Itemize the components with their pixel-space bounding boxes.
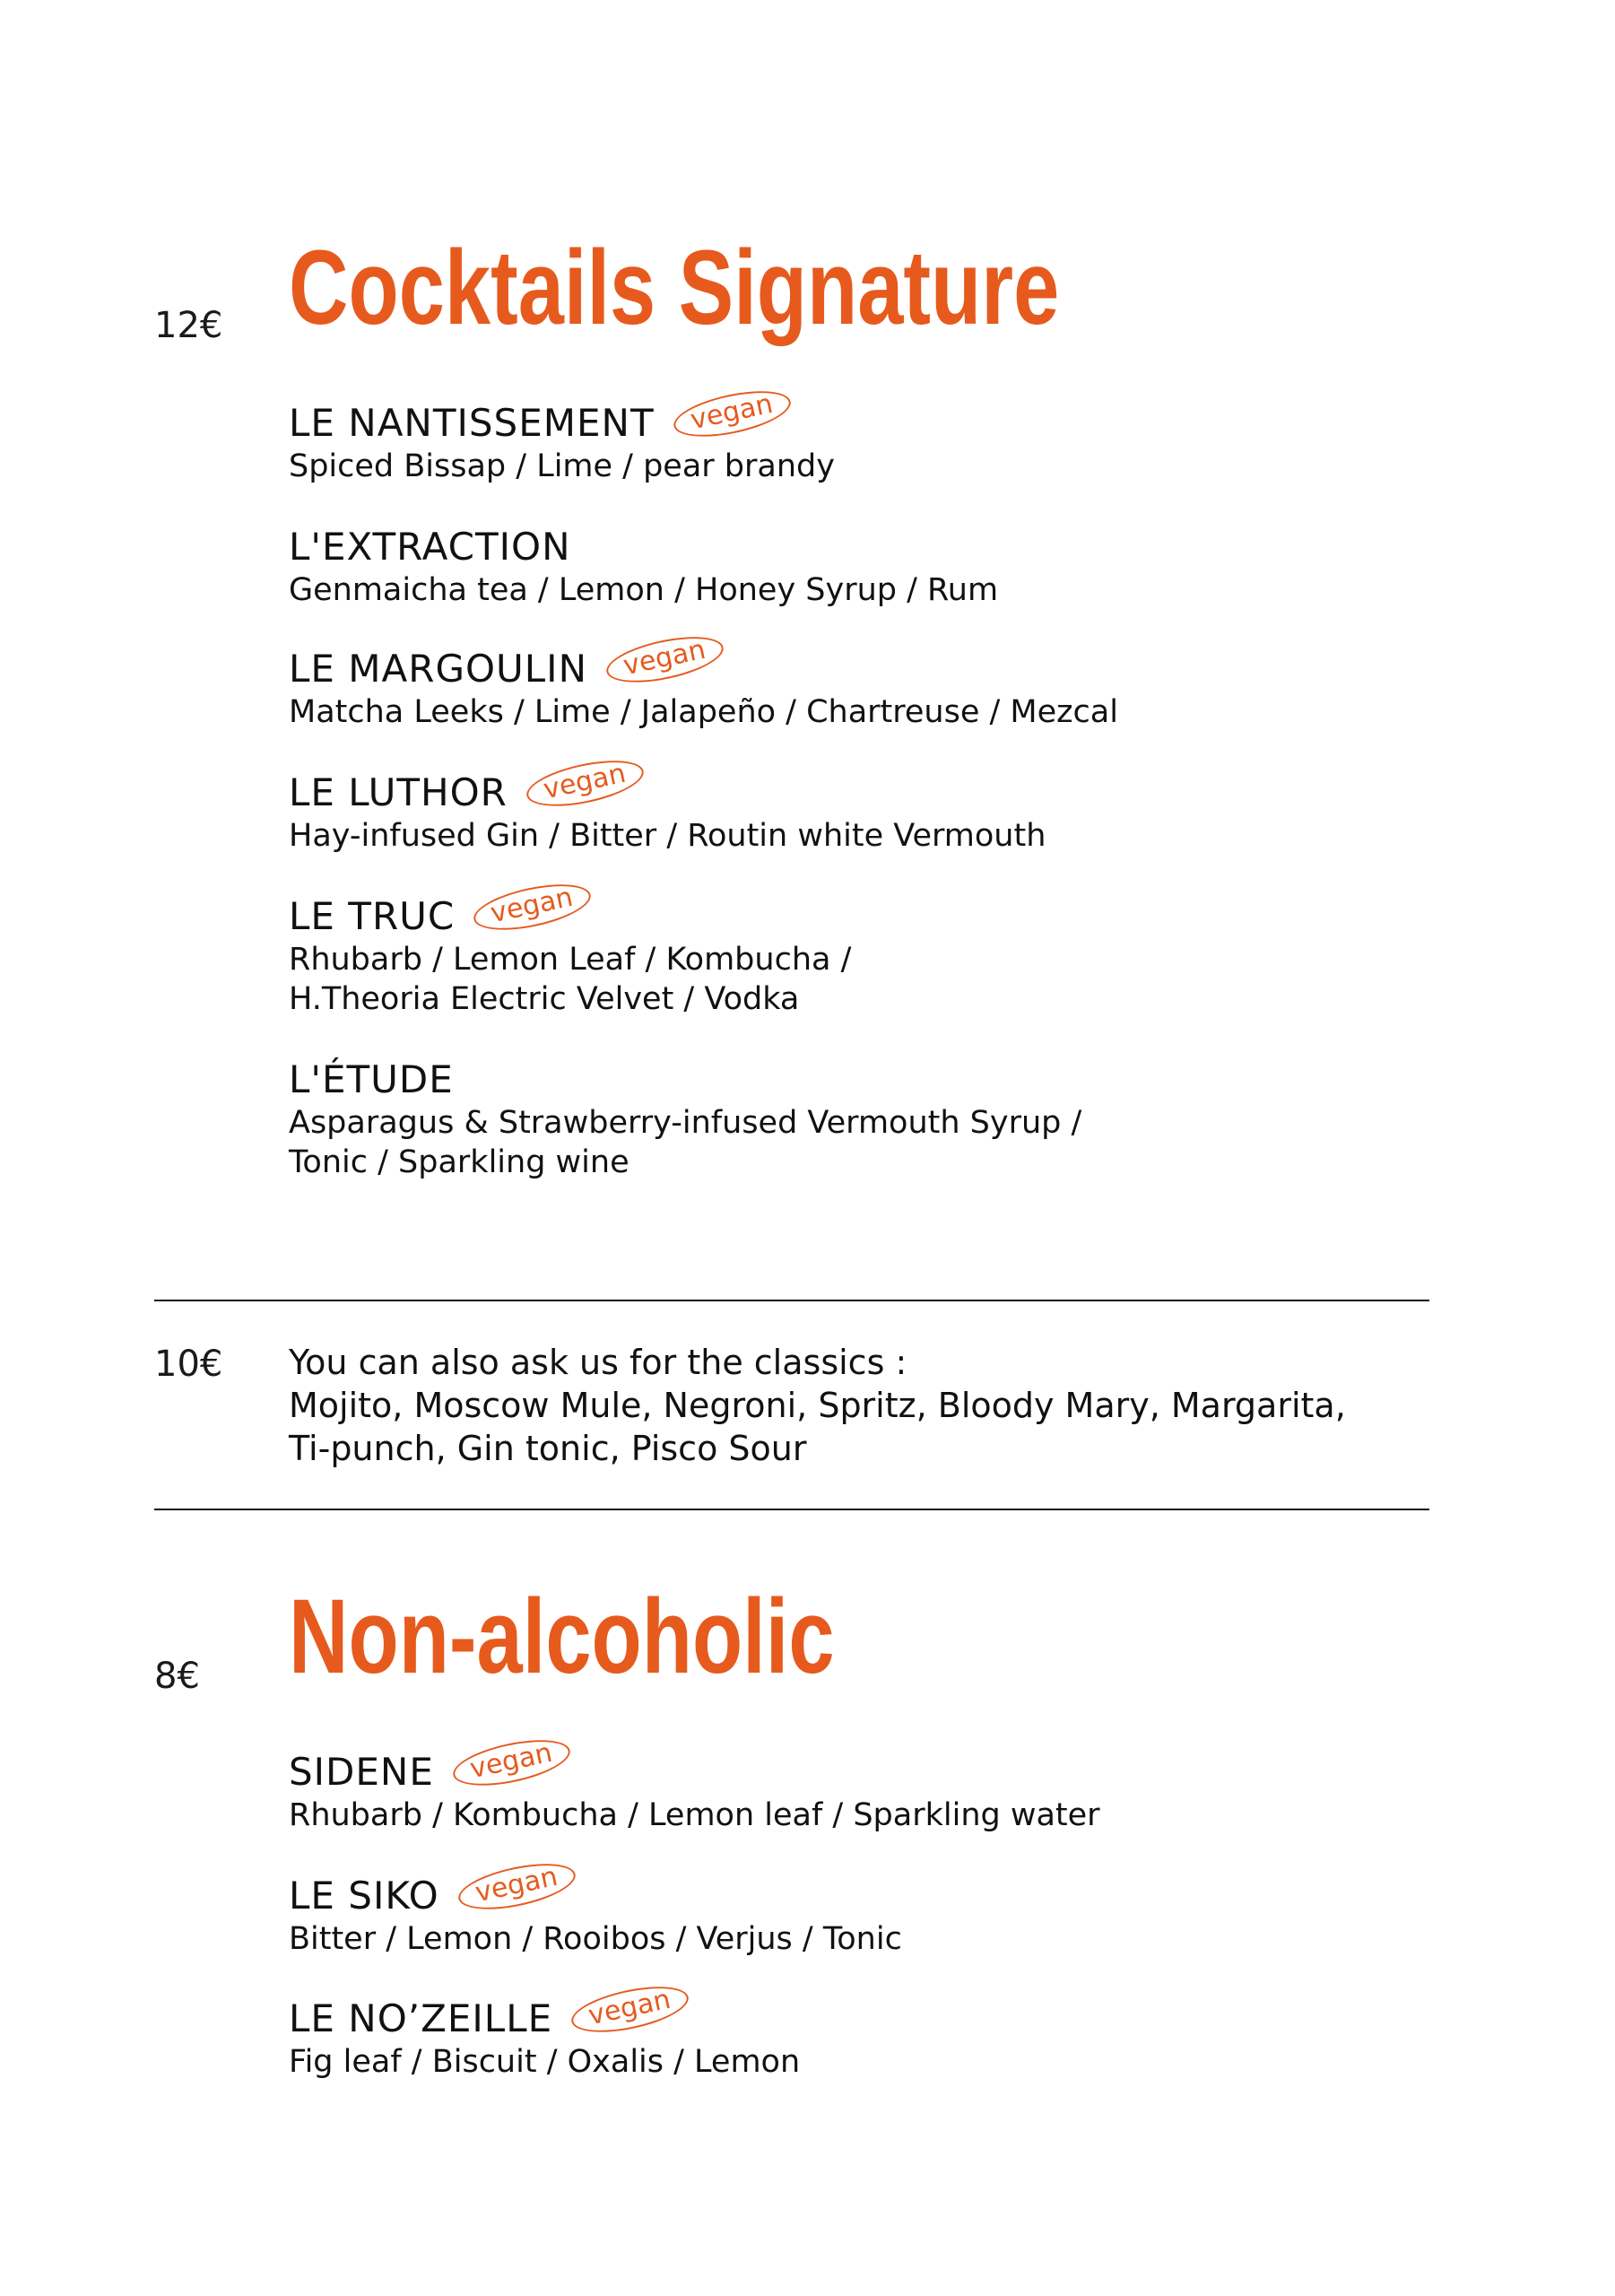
non-alcoholic-title: Non-alcoholic (289, 1578, 835, 1696)
divider-bottom (154, 1509, 1429, 1510)
item-name: LE TRUC (289, 894, 456, 938)
item-name: LE SIKO (289, 1874, 439, 1918)
item-name: SIDENE (289, 1750, 434, 1794)
menu-item (289, 1983, 801, 2082)
vegan-badge: vegan (523, 752, 647, 814)
item-description: Genmaicha tea / Lemon / Honey Syrup / Rum (289, 572, 999, 608)
item-name: LE MARGOULIN (289, 647, 587, 691)
item-description: Asparagus & Strawberry-infused Vermouth Syrup / Tonic / Sparkling wine (289, 1105, 1082, 1180)
vegan-badge: vegan (670, 382, 794, 445)
item-description: Fig leaf / Biscuit / Oxalis / Lemon (289, 2044, 801, 2080)
menu-item (289, 1860, 902, 1959)
vegan-badge: vegan (568, 1978, 692, 2040)
vegan-badge: vegan (603, 628, 727, 691)
vegan-badge: vegan (455, 1855, 579, 1918)
menu-item (289, 881, 852, 1019)
item-description: Rhubarb / Kombucha / Lemon leaf / Sparkling water (289, 1797, 1100, 1833)
classics-text: You can also ask us for the classics : Mojito, Moscow Mule, Negroni, Spritz, Bloody Mary, Margarita, Ti-punch, Gin tonic, Pisco Sour (289, 1343, 1346, 1468)
divider-top (154, 1300, 1429, 1301)
item-description: Spiced Bissap / Lime / pear brandy (289, 448, 835, 484)
menu-item (289, 757, 1046, 856)
menu-item (289, 1736, 1100, 1835)
item-name: LE LUTHOR (289, 770, 508, 814)
item-name: L'EXTRACTION (289, 525, 571, 569)
item-description: Hay-infused Gin / Bitter / Routin white Vermouth (289, 818, 1046, 854)
classics-price: 10€ (154, 1344, 223, 1385)
menu-item (289, 1058, 1081, 1182)
item-description: Rhubarb / Lemon Leaf / Kombucha / H.Theoria Electric Velvet / Vodka (289, 942, 852, 1017)
item-name: LE NANTISSEMENT (289, 401, 655, 445)
item-name: L'ÉTUDE (289, 1057, 454, 1101)
signature-price: 12€ (154, 305, 223, 346)
vegan-badge: vegan (449, 1731, 574, 1794)
non-alcoholic-price: 8€ (154, 1656, 200, 1697)
item-name: LE NO’ZEILLE (289, 1996, 553, 2040)
menu-item (289, 633, 1118, 732)
signature-title: Cocktails Signature (289, 229, 1060, 347)
item-description: Bitter / Lemon / Rooibos / Verjus / Tonic (289, 1921, 902, 1957)
vegan-badge: vegan (470, 875, 595, 938)
item-description: Matcha Leeks / Lime / Jalapeño / Chartreuse / Mezcal (289, 694, 1118, 730)
menu-item (289, 526, 998, 610)
menu-item (289, 387, 835, 486)
